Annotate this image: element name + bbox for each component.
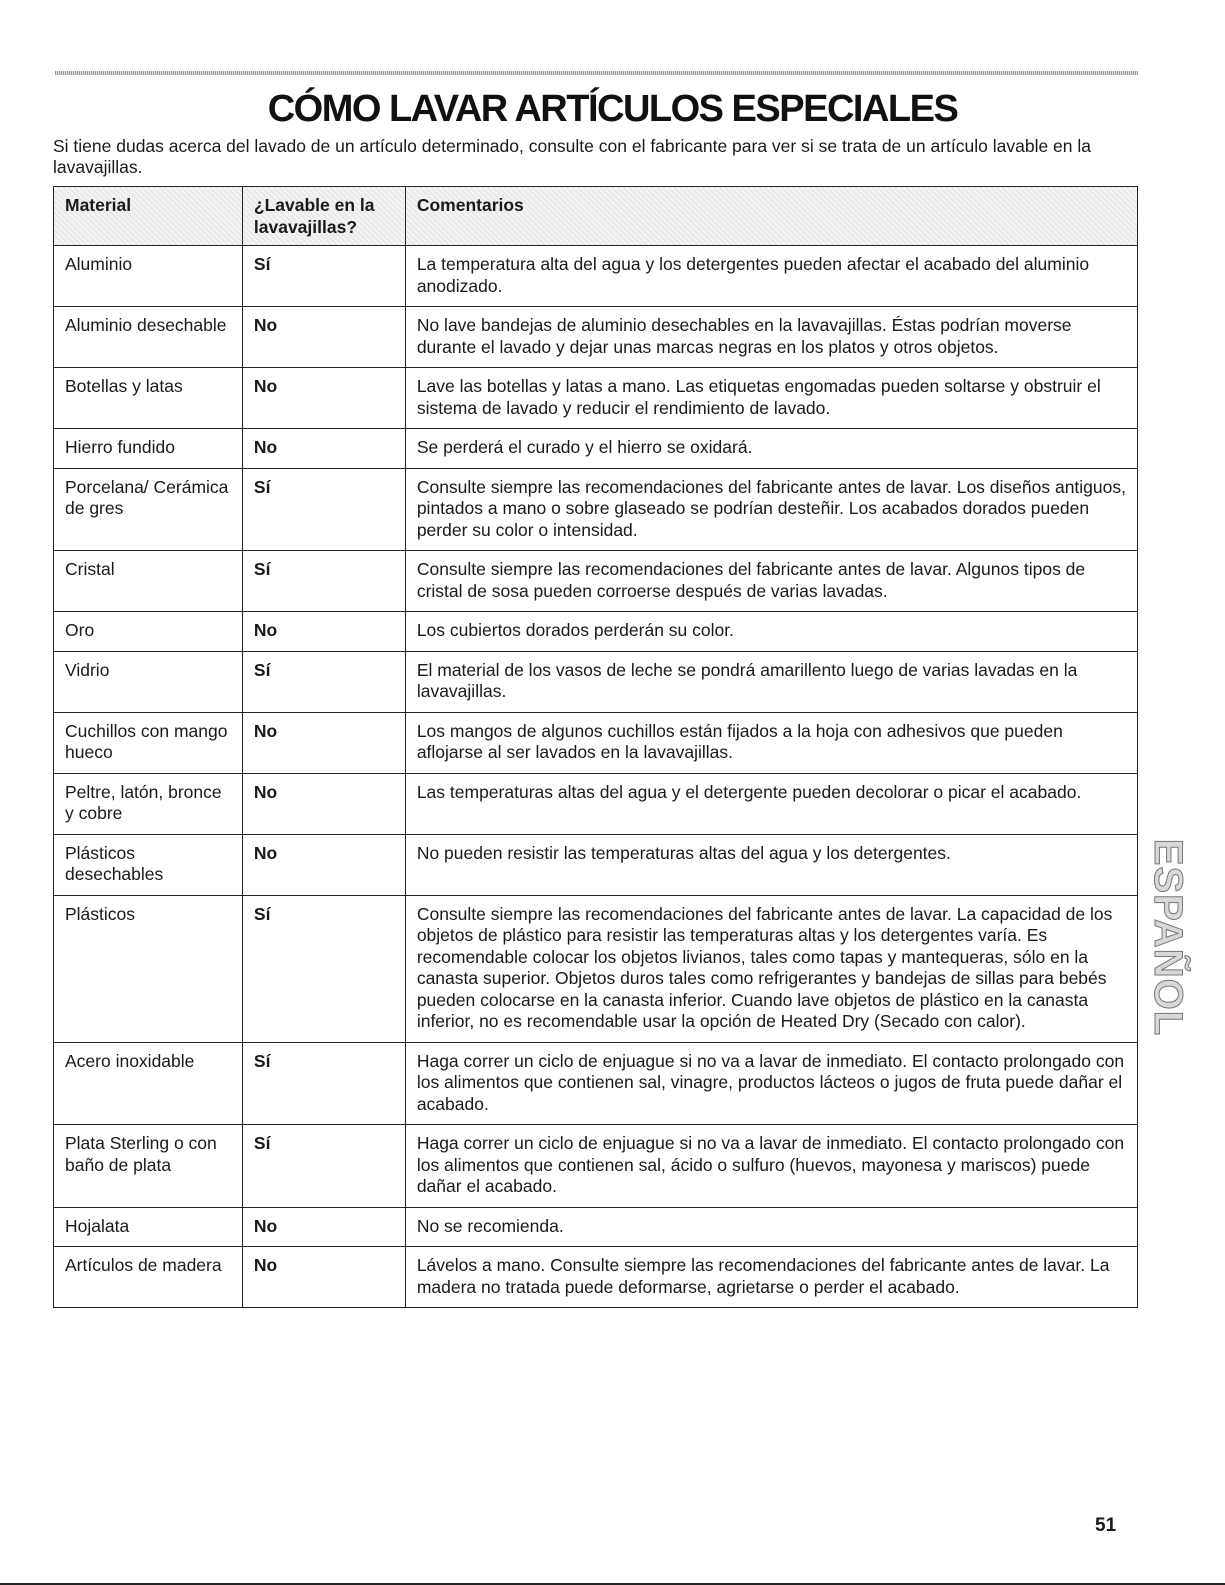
comment-cell: No pueden resistir las temperaturas altas del agua y los detergentes. <box>405 834 1137 895</box>
material-cell: Hierro fundido <box>54 429 243 469</box>
table-header-row <box>54 187 1138 246</box>
comment-cell: El material de los vasos de leche se pondrá amarillento luego de varias lavadas en la lavavajillas. <box>405 651 1137 712</box>
top-divider <box>55 71 1138 75</box>
comment-cell: Consulte siempre las recomendaciones del fabricante antes de lavar. Los diseños antiguos, pintados a mano o sobre glaseado se podrían desteñir. Los acabados dorados pueden perder su color o intensidad. <box>405 468 1137 551</box>
washable-cell: No <box>242 1247 405 1308</box>
table-row <box>54 773 1138 834</box>
washable-cell: No <box>242 1207 405 1247</box>
material-cell: Plata Sterling o con baño de plata <box>54 1125 243 1208</box>
header-material: Material <box>54 187 243 246</box>
table-row <box>54 429 1138 469</box>
comment-cell: Lave las botellas y latas a mano. Las etiquetas engomadas pueden soltarse y obstruir el sistema de lavado y reducir el rendimiento de lavado. <box>405 368 1137 429</box>
table-row <box>54 1247 1138 1308</box>
washable-cell: Sí <box>242 651 405 712</box>
comment-cell: Las temperaturas altas del agua y el detergente pueden decolorar o picar el acabado. <box>405 773 1137 834</box>
comment-cell: Lávelos a mano. Consulte siempre las recomendaciones del fabricante antes de lavar. La madera no tratada puede deformarse, agrietarse o perder el acabado. <box>405 1247 1137 1308</box>
material-cell: Oro <box>54 612 243 652</box>
comment-cell: Se perderá el curado y el hierro se oxidará. <box>405 429 1137 469</box>
comment-cell: No se recomienda. <box>405 1207 1137 1247</box>
comment-cell: Los mangos de algunos cuchillos están fijados a la hoja con adhesivos que pueden aflojarse al ser lavados en la lavavajillas. <box>405 712 1137 773</box>
washable-cell: Sí <box>242 246 405 307</box>
comment-cell: Consulte siempre las recomendaciones del fabricante antes de lavar. Algunos tipos de cristal de sosa pueden corroerse después de varias lavadas. <box>405 551 1137 612</box>
material-cell: Hojalata <box>54 1207 243 1247</box>
header-dishwasher-safe: ¿Lavable en la lavavajillas? <box>242 187 405 246</box>
comment-cell: Consulte siempre las recomendaciones del fabricante antes de lavar. La capacidad de los objetos de plástico para resistir las temperaturas altas y los detergentes varía. Es recomendable colocar los objetos livianos, tales como tapas y mantequeras, sólo en la canasta superior. Objetos duros tales como refrigerantes y bandejas de sillas para bebés pueden colocarse en la canasta inferior. Cuando lave objetos de plástico en la canasta inferior, no es recomendable usar la opción de Heated Dry (Secado con calor). <box>405 895 1137 1042</box>
table-row <box>54 834 1138 895</box>
material-cell: Plásticos <box>54 895 243 1042</box>
table-row <box>54 1207 1138 1247</box>
material-cell: Vidrio <box>54 651 243 712</box>
special-items-table <box>53 186 1138 1308</box>
table-row <box>54 895 1138 1042</box>
table-row <box>54 368 1138 429</box>
comment-cell: La temperatura alta del agua y los detergentes pueden afectar el acabado del aluminio anodizado. <box>405 246 1137 307</box>
page-title: CÓMO LAVAR ARTÍCULOS ESPECIALES <box>267 88 958 130</box>
material-cell: Artículos de madera <box>54 1247 243 1308</box>
language-side-tab <box>1146 815 1191 1060</box>
table-row <box>54 712 1138 773</box>
material-cell: Plásticos desechables <box>54 834 243 895</box>
washable-cell: Sí <box>242 468 405 551</box>
washable-cell: No <box>242 773 405 834</box>
washable-cell: No <box>242 368 405 429</box>
comment-cell: Haga correr un ciclo de enjuague si no va a lavar de inmediato. El contacto prolongado con los alimentos que contienen sal, vinagre, productos lácteos o jugos de fruta puede dañar el acabado. <box>405 1042 1137 1125</box>
material-cell: Botellas y latas <box>54 368 243 429</box>
table-row <box>54 551 1138 612</box>
table-row <box>54 651 1138 712</box>
washable-cell: Sí <box>242 1125 405 1208</box>
material-cell: Peltre, latón, bronce y cobre <box>54 773 243 834</box>
table-row <box>54 1125 1138 1208</box>
table-row <box>54 307 1138 368</box>
material-cell: Aluminio desechable <box>54 307 243 368</box>
washable-cell: No <box>242 307 405 368</box>
material-cell: Acero inoxidable <box>54 1042 243 1125</box>
washable-cell: Sí <box>242 1042 405 1125</box>
intro-paragraph: Si tiene dudas acerca del lavado de un artículo determinado, consulte con el fabricante para ver si se trata de un artículo lavable en la lavavajillas. <box>53 136 1091 177</box>
comment-cell: No lave bandejas de aluminio desechables en la lavavajillas. Éstas podrían moverse durante el lavado y dejar unas marcas negras en los platos y otros objetos. <box>405 307 1137 368</box>
page-number: 51 <box>1095 1515 1117 1536</box>
material-cell: Porcelana/ Cerámica de gres <box>54 468 243 551</box>
table-row <box>54 468 1138 551</box>
table-row <box>54 246 1138 307</box>
material-cell: Cuchillos con mango hueco <box>54 712 243 773</box>
washable-cell: No <box>242 712 405 773</box>
washable-cell: No <box>242 429 405 469</box>
comment-cell: Los cubiertos dorados perderán su color. <box>405 612 1137 652</box>
language-label: ESPAÑOL <box>1146 838 1191 1037</box>
washable-cell: No <box>242 612 405 652</box>
material-cell: Aluminio <box>54 246 243 307</box>
header-comments: Comentarios <box>405 187 1137 246</box>
washable-cell: Sí <box>242 895 405 1042</box>
table-row <box>54 1042 1138 1125</box>
washable-cell: No <box>242 834 405 895</box>
material-cell: Cristal <box>54 551 243 612</box>
table-row <box>54 612 1138 652</box>
comment-cell: Haga correr un ciclo de enjuague si no va a lavar de inmediato. El contacto prolongado con los alimentos que contienen sal, ácido o sulfuro (huevos, mayonesa y mariscos) puede dañar el acabado. <box>405 1125 1137 1208</box>
washable-cell: Sí <box>242 551 405 612</box>
